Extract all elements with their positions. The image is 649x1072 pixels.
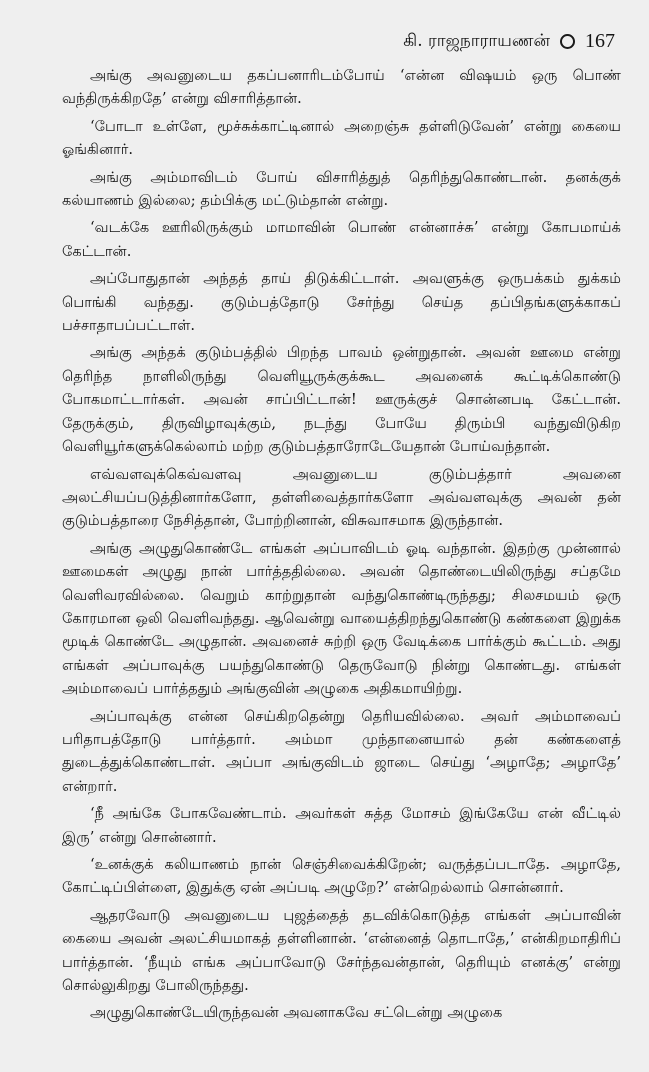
page-number: 167 [585, 30, 615, 52]
author-name: கி. ராஜநாராயணன் [403, 30, 550, 51]
paragraph: எவ்வளவுக்கெவ்வளவு அவனுடைய குடும்பத்தார் அவனை அலட்சியப்படுத்தினார்களோ, தள்ளிவைத்தார்களோ அவ்வளவுக்கு அவன் தன் குடும்பத்தாரை நேசித்தான், போற்றினான், விசுவாசமாக இருந்தான். [62, 465, 621, 530]
paragraph: அங்கு அவனுடைய தகப்பனாரிடம்போய் ‘என்ன விஷயம் ஒரு பொண் வந்திருக்கிறதே’ என்று விசாரித்தான். [62, 67, 621, 108]
paragraph: அங்கு அந்தக் குடும்பத்தில் பிறந்த பாவம் ஒன்றுதான். அவன் ஊமை என்று தெரிந்த நாளிலிருந்து வெளியூருக்குக்கூட அவனைக் கூட்டிக்கொண்டு போகமாட்டார்கள். அவன் சாப்பிட்டான்! ஊருக்குச் சொன்னபடி கேட்டான். தேருக்கும், திருவிழாவுக்கும், நடந்து போயே திரும்பி வந்துவிடுகிற வெளியூர்களுக்கெல்லாம் மற்ற குடும்பத்தாரோடேயேதான் போய்வந்தான். [62, 344, 621, 456]
paragraph: அப்போதுதான் அந்தத் தாய் திடுக்கிட்டாள். அவளுக்கு ஒருபக்கம் துக்கம் பொங்கி வந்தது. குடும்பத்தோடு சேர்ந்து செய்த தப்பிதங்களுக்காகப் பச்சாதாபப்பட்டாள். [62, 270, 621, 335]
body-text [62, 64, 621, 1029]
paragraph: ‘வடக்கே ஊரிலிருக்கும் மாமாவின் பொண் என்னாச்சு’ என்று கோபமாய்க் கேட்டான். [62, 219, 621, 260]
paragraph: ‘உனக்குக் கலியாணம் நான் செஞ்சிவைக்கிறேன்; வருத்தப்படாதே. அழாதே, கோட்டிப்பிள்ளை, இதுக்கு ஏன் அப்படி அழுறே?’ என்றெல்லாம் சொன்னார். [62, 856, 621, 897]
paragraph: அங்கு அம்மாவிடம் போய் விசாரித்துத் தெரிந்துகொண்டான். தனக்குக் கல்யாணம் இல்லை; தம்பிக்கு மட்டும்தான் என்று. [62, 168, 621, 210]
paragraph: அழுதுகொண்டேயிருந்தவன் அவனாகவே சட்டென்று அழுகை [90, 1004, 503, 1022]
paragraph: ஆதரவோடு அவனுடைய புஜத்தைத் தடவிக்கொடுத்த எங்கள் அப்பாவின் கையை அவன் அலட்சியமாகத் தள்ளினான். ‘என்னைத் தொடாதே,’ என்கிறமாதிரிப் பார்த்தான். ‘நீயும் எங்க அப்பாவோடு சேர்ந்தவன்தான், தெரியும் எனக்கு’ என்று சொல்லுகிறது போலிருந்தது. [62, 906, 621, 995]
running-header [403, 30, 615, 53]
paragraph: அப்பாவுக்கு என்ன செய்கிறதென்று தெரியவில்லை. அவர் அம்மாவைப் பரிதாபத்தோடு பார்த்தார். அம்மா முந்தானையால் தன் கண்களைத் துடைத்துக்கொண்டாள். அப்பா அங்குவிடம் ஜாடை செய்து ‘அழாதே; அழாதே’ என்றார். [62, 707, 621, 795]
circle-ornament-icon [560, 34, 575, 49]
paragraph: ‘போடா உள்ளே, மூச்சுக்காட்டினால் அறைஞ்சு தள்ளிடுவேன்’ என்று கையை ஓங்கினார். [62, 117, 621, 159]
paragraph: ‘நீ அங்கே போகவேண்டாம். அவர்கள் சுத்த மோசம் இங்கேயே என் வீட்டில் இரு’ என்று சொன்னார். [62, 805, 621, 846]
paragraph: அங்கு அழுதுகொண்டே எங்கள் அப்பாவிடம் ஓடி வந்தான். இதற்கு முன்னால் ஊமைகள் அழுது நான் பார்த்ததில்லை. அவன் தொண்டையிலிருந்து சப்தமே வெளிவரவில்லை. வெறும் காற்றுதான் வந்துகொண்டிருந்தது; சிலசமயம் ஒரு கோரமான ஒலி வெளிவந்தது. ஆவென்று வாயைத்திறந்துகொண்டு கண்களை இறுக்க மூடிக் கொண்டே அழுதான். அவனைச் சுற்றி ஒரு வேடிக்கை பார்க்கும் கூட்டம். அது எங்கள் அப்பாவுக்கு பயந்துகொண்டு தெருவோடு நின்று கொண்டது. எங்கள் அம்மாவைப் பார்த்ததும் அங்குவின் அழுகை அதிகமாயிற்று. [62, 539, 621, 698]
